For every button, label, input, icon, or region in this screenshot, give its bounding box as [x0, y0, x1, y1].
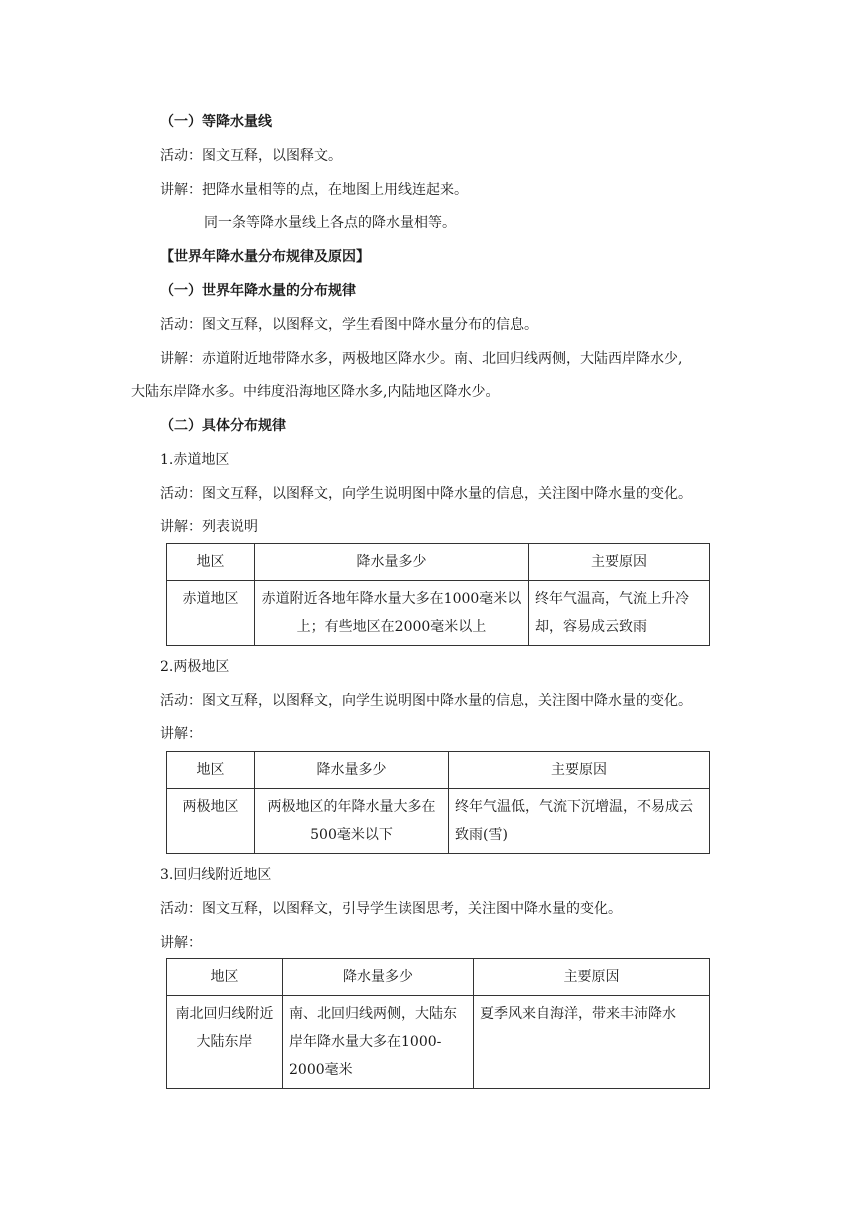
cell-reason: 夏季风来自海洋，带来丰沛降水 [474, 996, 710, 1089]
explain-text-cont: 大陆东岸降水多。中纬度沿海地区降水多,内陆地区降水少。 [131, 384, 500, 400]
header-amount: 降水量多少 [255, 752, 449, 789]
header-amount: 降水量多少 [255, 544, 529, 581]
activity-text: 活动：图文互释，以图释文，引导学生读图思考，关注图中降水量的变化。 [160, 901, 622, 917]
cell-region: 两极地区 [167, 789, 255, 854]
table-row [167, 789, 710, 854]
activity-text: 活动：图文互释，以图释文，向学生说明图中降水量的信息，关注图中降水量的变化。 [160, 693, 692, 709]
subheading-polar: 2.两极地区 [160, 659, 230, 675]
cell-amount: 赤道附近各地年降水量大多在1000毫米以上；有些地区在2000毫米以上 [255, 581, 529, 646]
cell-amount: 两极地区的年降水量大多在500毫米以下 [255, 789, 449, 854]
table-row [167, 581, 710, 646]
header-reason: 主要原因 [529, 544, 710, 581]
explain-text: 讲解：列表说明 [160, 519, 258, 535]
table-header-row [167, 544, 710, 581]
explain-text: 讲解：赤道附近地带降水多，两极地区降水少。南、北回归线两侧，大陆西岸降水少, [160, 351, 683, 367]
cell-reason: 终年气温低，气流下沉增温，不易成云致雨(雪) [449, 789, 710, 854]
table-header-row [167, 752, 710, 789]
activity-text: 活动：图文互释，以图释文，向学生说明图中降水量的信息，关注图中降水量的变化。 [160, 486, 692, 502]
section-title: 【世界年降水量分布规律及原因】 [160, 249, 370, 265]
cell-reason: 终年气温高，气流上升冷却，容易成云致雨 [529, 581, 710, 646]
header-region: 地区 [167, 752, 255, 789]
header-amount: 降水量多少 [283, 959, 474, 996]
explain-text: 讲解： [160, 935, 202, 951]
cell-amount: 南、北回归线两侧，大陆东岸年降水量大多在1000-2000毫米 [283, 996, 474, 1089]
subheading-equator: 1.赤道地区 [160, 452, 230, 468]
table-header-row [167, 959, 710, 996]
activity-text: 活动：图文互释，以图释文，学生看图中降水量分布的信息。 [160, 317, 538, 333]
activity-text: 活动：图文互释，以图释文。 [160, 148, 342, 164]
header-reason: 主要原因 [449, 752, 710, 789]
table-row [167, 996, 710, 1089]
subheading-tropics: 3.回归线附近地区 [160, 867, 272, 883]
header-reason: 主要原因 [474, 959, 710, 996]
cell-region: 南北回归线附近大陆东岸 [167, 996, 283, 1089]
explain-text: 讲解： [160, 726, 202, 742]
explain-text: 讲解：把降水量相等的点，在地图上用线连起来。 [160, 182, 468, 198]
tropics-table [166, 958, 710, 1089]
heading-isohyet: （一）等降水量线 [160, 114, 272, 130]
cell-region: 赤道地区 [167, 581, 255, 646]
header-region: 地区 [167, 544, 255, 581]
header-region: 地区 [167, 959, 283, 996]
explain-text-2: 同一条等降水量线上各点的降水量相等。 [204, 215, 456, 231]
heading-world-distribution: （一）世界年降水量的分布规律 [160, 283, 356, 299]
heading-specific-distribution: （二）具体分布规律 [160, 418, 286, 434]
polar-table [166, 751, 710, 854]
equator-table [166, 543, 710, 646]
